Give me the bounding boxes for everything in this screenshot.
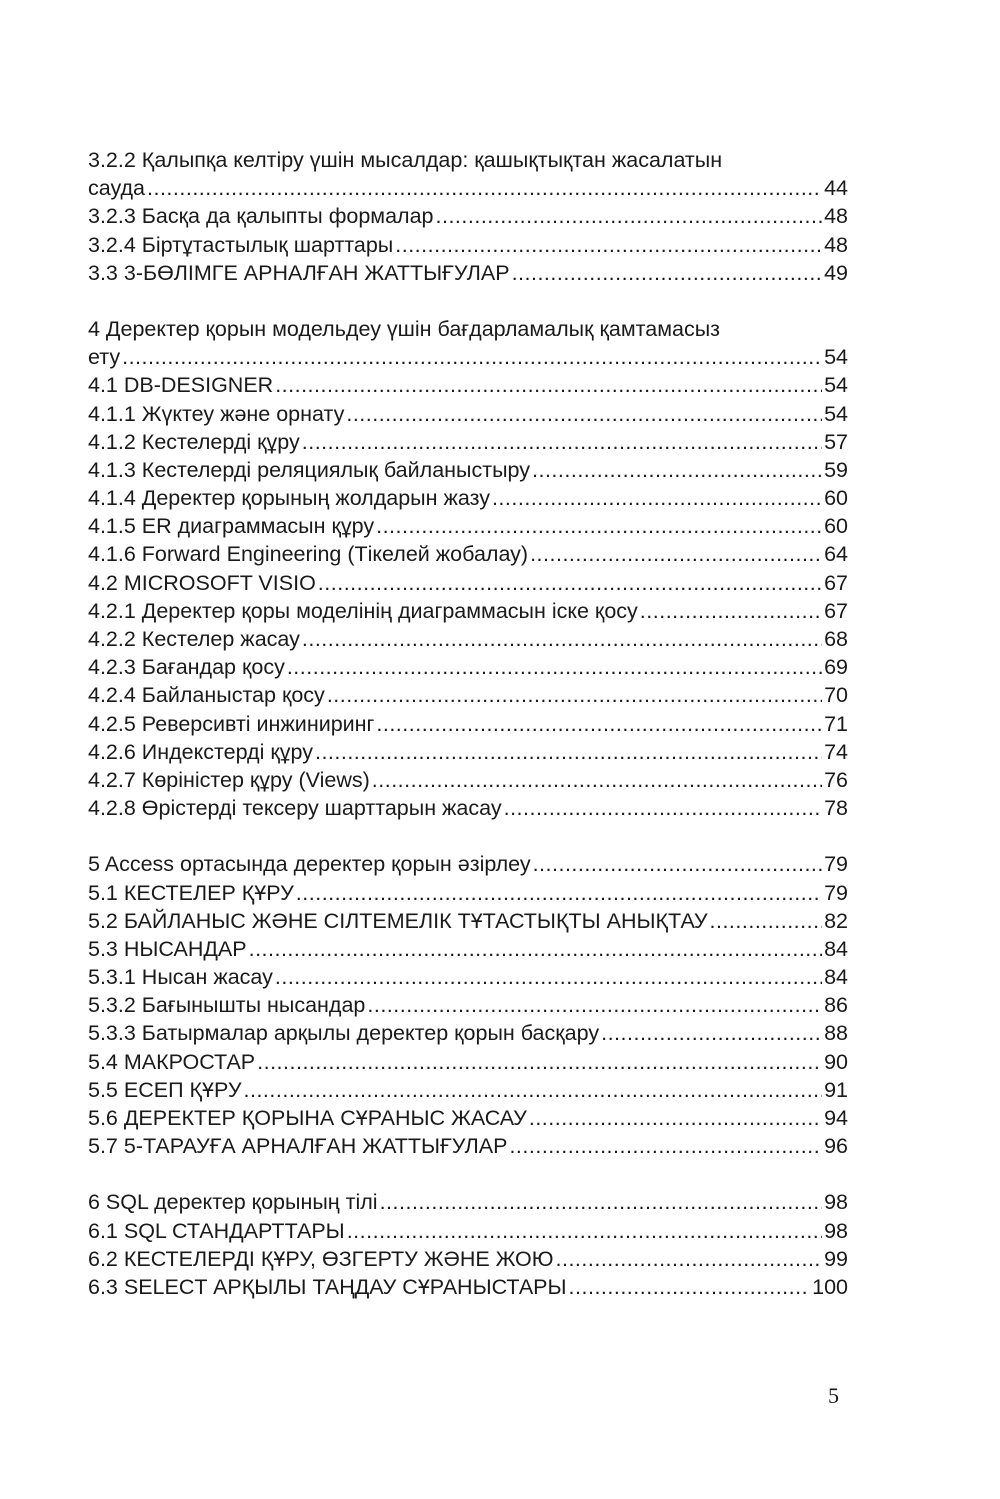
dot-leader bbox=[376, 710, 822, 738]
toc-entry-page: 98 bbox=[824, 1218, 848, 1243]
dot-leader bbox=[367, 991, 822, 1019]
toc-entry bbox=[88, 710, 848, 738]
toc-entry-page: 79 bbox=[824, 880, 848, 905]
dot-leader bbox=[257, 1048, 822, 1076]
toc-entry bbox=[88, 512, 848, 540]
toc-entry-title: 6.2 КЕСТЕЛЕРДІ ҚҰРУ, ӨЗГЕРТУ ЖӘНЕ ЖОЮ bbox=[88, 1246, 554, 1271]
toc-entry-title: 3.2.4 Біртұтастылық шарттары bbox=[88, 232, 394, 257]
toc-entry-title: 4.2.2 Кестелер жасау bbox=[88, 627, 300, 651]
dot-leader bbox=[601, 1019, 822, 1047]
dot-leader bbox=[395, 231, 822, 259]
toc-entry-page: 44 bbox=[824, 176, 848, 201]
toc-entry-title: 5.3.2 Бағынышты нысандар bbox=[88, 993, 366, 1018]
toc-entry bbox=[88, 738, 848, 766]
toc-entry bbox=[88, 1048, 848, 1076]
toc-entry bbox=[88, 569, 848, 597]
toc-entry-page: 48 bbox=[824, 204, 848, 229]
dot-leader bbox=[275, 371, 822, 399]
dot-leader bbox=[122, 343, 822, 371]
toc-entry-page: 86 bbox=[824, 993, 848, 1018]
toc-entry-title: 4.2 MICROSOFT VISIO bbox=[88, 570, 316, 595]
dot-leader bbox=[244, 1076, 823, 1104]
toc-entry bbox=[88, 879, 848, 907]
toc-entry-page: 88 bbox=[824, 1021, 848, 1046]
dot-leader bbox=[533, 850, 823, 878]
toc-entry-page: 91 bbox=[824, 1077, 848, 1102]
toc-entry-page: 54 bbox=[824, 345, 848, 370]
toc-entry-page: 74 bbox=[824, 739, 848, 764]
dot-leader bbox=[296, 879, 822, 907]
toc-entry-page: 82 bbox=[824, 908, 848, 933]
toc-entry bbox=[88, 540, 848, 568]
toc-entry-title: 4.2.4 Байланыстар қосу bbox=[88, 683, 325, 708]
toc-entry-title: 6.1 SQL СТАНДАРТТАРЫ bbox=[88, 1218, 345, 1243]
table-of-contents bbox=[88, 146, 848, 1301]
toc-entry-page: 70 bbox=[824, 683, 848, 708]
toc-entry-page: 79 bbox=[824, 852, 848, 877]
toc-entry-title: ету bbox=[88, 345, 121, 370]
dot-leader bbox=[302, 428, 822, 456]
page-number: 5 bbox=[828, 1383, 839, 1408]
toc-entry-title: 3.2.3 Басқа да қалыпты формалар bbox=[88, 204, 434, 229]
toc-entry-title: 5.3 НЫСАНДАР bbox=[88, 936, 247, 961]
toc-entry-page: 67 bbox=[824, 598, 848, 623]
toc-entry-page: 96 bbox=[824, 1134, 848, 1159]
dot-leader bbox=[376, 512, 822, 540]
toc-entry-title: 5.7 5-ТАРАУҒА АРНАЛҒАН ЖАТТЫҒУЛАР bbox=[88, 1134, 508, 1159]
toc-entry-title: 4.2.1 Деректер қоры моделінің диаграммасын іске қосу bbox=[88, 598, 638, 623]
toc-entry-title: 4.2.3 Бағандар қосу bbox=[88, 655, 285, 680]
toc-entry bbox=[88, 907, 848, 935]
dot-leader bbox=[640, 597, 822, 625]
dot-leader bbox=[147, 174, 822, 202]
toc-entry bbox=[88, 794, 848, 822]
toc-entry-page: 84 bbox=[824, 936, 848, 961]
toc-entry-page: 100 bbox=[812, 1274, 848, 1299]
dot-leader bbox=[327, 681, 822, 709]
toc-entry-title: 5 Access ортасында деректер қорын әзірлеу bbox=[88, 852, 531, 877]
dot-leader bbox=[710, 907, 823, 935]
toc-entry-page: 49 bbox=[824, 260, 848, 285]
toc-entry-page: 90 bbox=[824, 1049, 848, 1074]
toc-entry bbox=[88, 625, 848, 653]
toc-entry-title-first-line bbox=[88, 315, 848, 343]
toc-entry-page: 99 bbox=[824, 1246, 848, 1271]
toc-entry-title: 3.2.2 Қалыпқа келтіру үшін мысалдар: қашықтықтан жасалатын bbox=[88, 148, 723, 172]
toc-entry-title: 5.2 БАЙЛАНЫС ЖӘНЕ СІЛТЕМЕЛІК ТҰТАСТЫҚТЫ АНЫҚТАУ bbox=[88, 908, 708, 933]
dot-leader bbox=[249, 935, 822, 963]
dot-leader bbox=[275, 963, 822, 991]
toc-entry bbox=[88, 653, 848, 681]
toc-entry-page: 71 bbox=[824, 711, 848, 736]
toc-entry bbox=[88, 343, 848, 371]
toc-entry-title: 4.1.4 Деректер қорының жолдарын жазу bbox=[88, 486, 490, 511]
toc-entry bbox=[88, 850, 848, 878]
toc-entry-title: 5.3.3 Батырмалар арқылы деректер қорын басқару bbox=[88, 1021, 600, 1046]
toc-entry-title: 5.5 ЕСЕП ҚҰРУ bbox=[88, 1077, 242, 1102]
toc-entry-page: 94 bbox=[824, 1106, 848, 1130]
toc-entry-title: 4 Деректер қорын модельдеу үшін бағдарламалық қамтамасыз bbox=[88, 316, 721, 341]
toc-entry bbox=[88, 174, 848, 202]
toc-entry-page: 64 bbox=[824, 542, 848, 567]
toc-entry bbox=[88, 484, 848, 512]
toc-entry-page: 54 bbox=[824, 373, 848, 398]
dot-leader bbox=[509, 1132, 822, 1160]
toc-entry bbox=[88, 963, 848, 991]
section-gap bbox=[88, 1160, 848, 1188]
dot-leader bbox=[512, 259, 823, 287]
dot-leader bbox=[346, 400, 822, 428]
toc-entry-page: 59 bbox=[824, 457, 848, 482]
toc-entry-page: 98 bbox=[824, 1190, 848, 1215]
dot-leader bbox=[302, 625, 822, 653]
toc-entry bbox=[88, 202, 848, 230]
toc-entry bbox=[88, 991, 848, 1019]
toc-entry bbox=[88, 1104, 848, 1132]
toc-entry-page: 69 bbox=[824, 655, 848, 680]
toc-entry bbox=[88, 935, 848, 963]
toc-entry-title: 4.1.1 Жүктеу және орнату bbox=[88, 401, 345, 426]
toc-entry bbox=[88, 766, 848, 794]
toc-entry-page: 60 bbox=[824, 514, 848, 539]
toc-entry bbox=[88, 1132, 848, 1160]
toc-entry-title: 4.1.3 Кестелерді реляциялық байланыстыру bbox=[88, 457, 530, 482]
toc-entry-title: 5.6 ДЕРЕКТЕР ҚОРЫНА СҰРАНЫС ЖАСАУ bbox=[88, 1106, 527, 1130]
toc-entry bbox=[88, 400, 848, 428]
toc-entry-title: 5.3.1 Нысан жасау bbox=[88, 965, 273, 990]
dot-leader bbox=[556, 1245, 823, 1273]
toc-entry bbox=[88, 1273, 848, 1301]
dot-leader bbox=[347, 1217, 822, 1245]
toc-entry-page: 78 bbox=[824, 796, 848, 821]
toc-entry-title: 3.3 3-БӨЛІМГЕ АРНАЛҒАН ЖАТТЫҒУЛАР bbox=[88, 260, 510, 285]
toc-entry bbox=[88, 259, 848, 287]
dot-leader bbox=[530, 540, 822, 568]
toc-entry-page: 60 bbox=[824, 486, 848, 511]
toc-entry bbox=[88, 428, 848, 456]
toc-entry-page: 67 bbox=[824, 570, 848, 595]
toc-entry bbox=[88, 681, 848, 709]
toc-entry-title: 5.1 КЕСТЕЛЕР ҚҰРУ bbox=[88, 880, 294, 905]
dot-leader bbox=[315, 738, 822, 766]
toc-entry bbox=[88, 1217, 848, 1245]
dot-leader bbox=[569, 1273, 811, 1301]
toc-entry-title: 6 SQL деректер қорының тілі bbox=[88, 1190, 378, 1215]
toc-entry-page: 57 bbox=[824, 429, 848, 454]
toc-entry-title: 4.1 DB-DESIGNER bbox=[88, 373, 274, 398]
section-gap bbox=[88, 822, 848, 850]
toc-entry-title: 4.1.6 Forward Engineering (Тікелей жобалау) bbox=[88, 542, 529, 567]
toc-entry bbox=[88, 1188, 848, 1216]
dot-leader bbox=[529, 1104, 822, 1132]
toc-entry bbox=[88, 1019, 848, 1047]
toc-entry-title-first-line bbox=[88, 146, 848, 174]
dot-leader bbox=[372, 766, 822, 794]
dot-leader bbox=[492, 484, 822, 512]
toc-entry bbox=[88, 231, 848, 259]
toc-entry-page: 84 bbox=[824, 965, 848, 990]
toc-entry-title: 4.2.6 Индекстерді құру bbox=[88, 739, 313, 764]
toc-entry-page: 48 bbox=[824, 232, 848, 257]
toc-entry bbox=[88, 371, 848, 399]
toc-entry bbox=[88, 1245, 848, 1273]
section-gap bbox=[88, 287, 848, 315]
dot-leader bbox=[436, 202, 823, 230]
toc-entry bbox=[88, 597, 848, 625]
toc-entry-title: 4.2.8 Өрістерді тексеру шарттарын жасау bbox=[88, 796, 502, 821]
toc-entry-title: 4.1.5 ER диаграммасын құру bbox=[88, 514, 375, 539]
toc-entry-title: 4.1.2 Кестелерді құру bbox=[88, 429, 300, 454]
dot-leader bbox=[318, 569, 822, 597]
toc-entry bbox=[88, 456, 848, 484]
dot-leader bbox=[380, 1188, 823, 1216]
dot-leader bbox=[287, 653, 822, 681]
toc-entry-page: 54 bbox=[824, 401, 848, 426]
toc-entry-title: 4.2.5 Реверсивті инжиниринг bbox=[88, 711, 375, 736]
toc-entry-title: 5.4 МАКРОСТАР bbox=[88, 1049, 256, 1074]
toc-entry-page: 68 bbox=[824, 627, 848, 651]
toc-entry-title: сауда bbox=[88, 176, 146, 201]
toc-entry-page: 76 bbox=[824, 767, 848, 792]
dot-leader bbox=[504, 794, 822, 822]
dot-leader bbox=[532, 456, 822, 484]
toc-entry-title: 6.3 SELECT АРҚЫЛЫ ТАҢДАУ СҰРАНЫСТАРЫ bbox=[88, 1274, 567, 1299]
toc-entry bbox=[88, 1076, 848, 1104]
toc-entry-title: 4.2.7 Көріністер құру (Views) bbox=[88, 767, 370, 792]
